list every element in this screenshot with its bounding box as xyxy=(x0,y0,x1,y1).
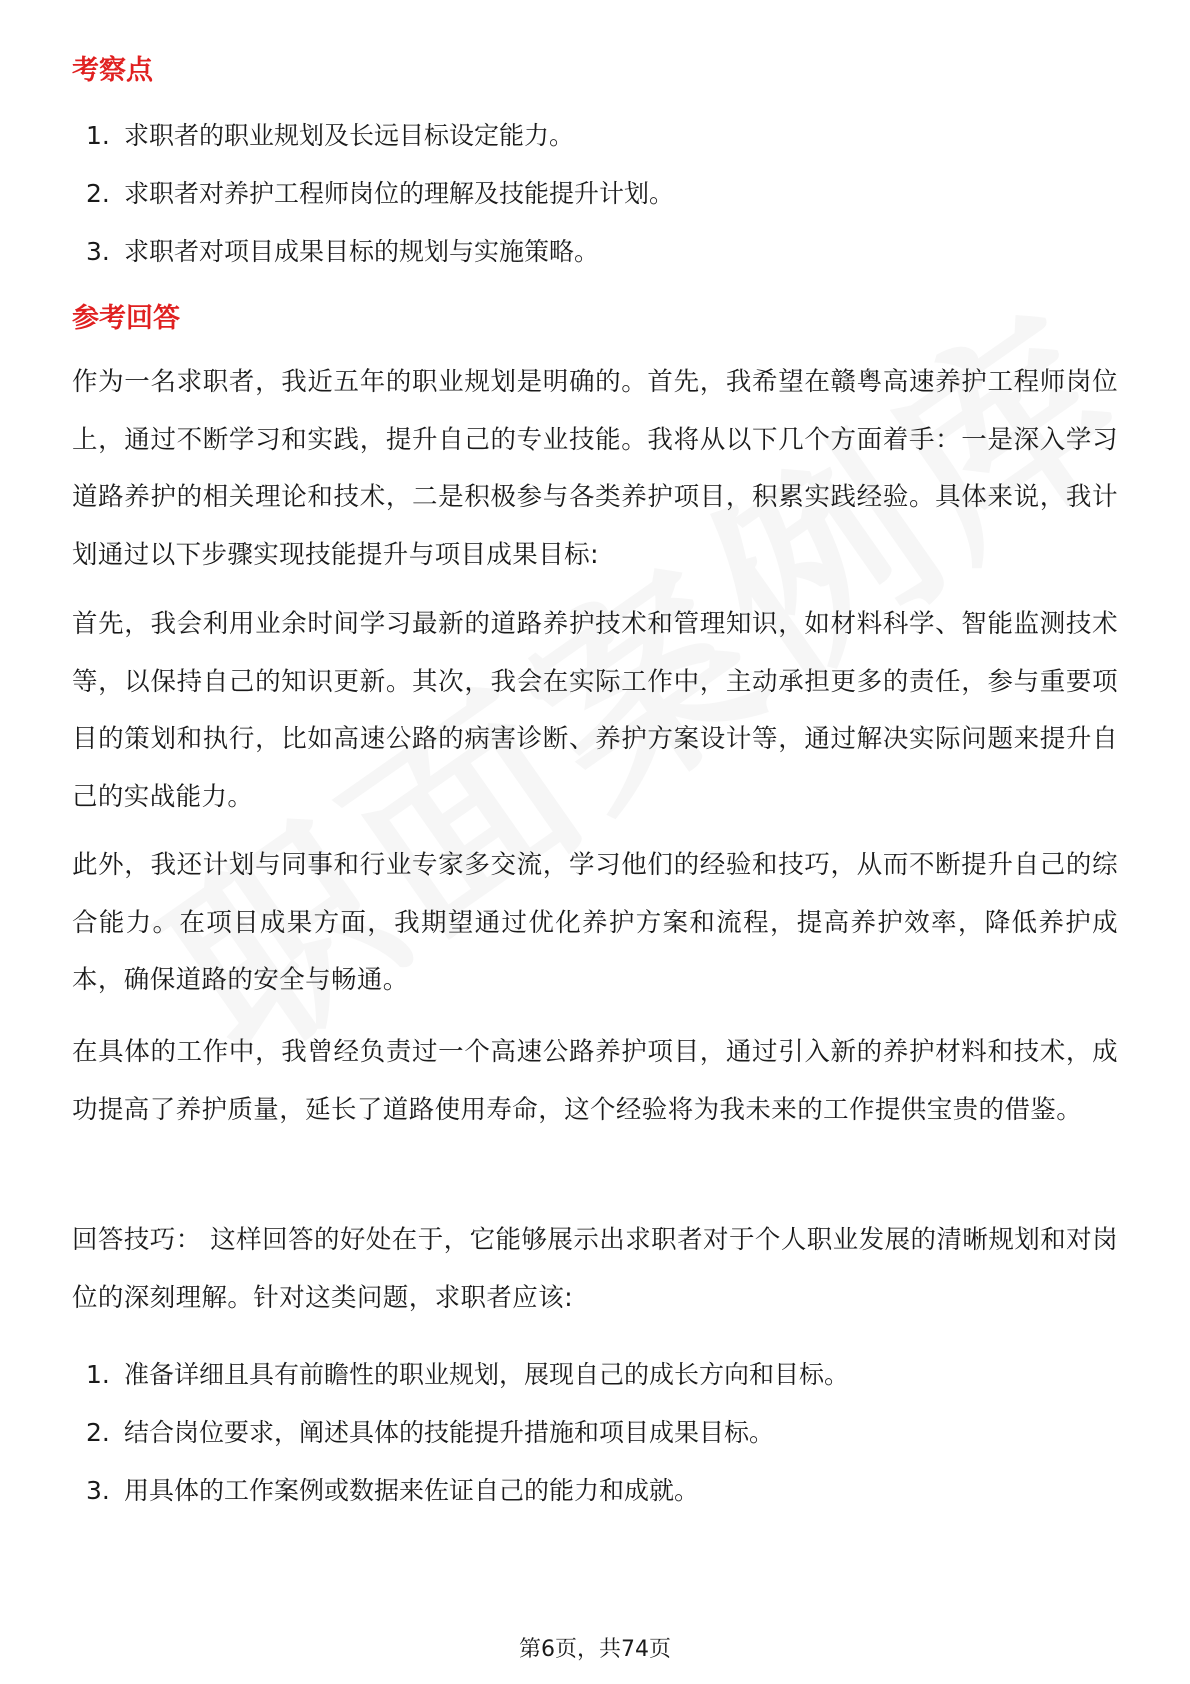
page-number: 第6页，共74页 xyxy=(519,1637,671,1662)
section-heading-points: 考察点 xyxy=(72,55,153,86)
tips-list xyxy=(72,1346,1112,1520)
list-item-number: 3. xyxy=(86,1476,110,1505)
list-item-number: 1. xyxy=(86,121,110,150)
list-item xyxy=(72,223,1112,281)
list-item xyxy=(72,165,1112,223)
section-heading-answer: 参考回答 xyxy=(72,303,180,334)
list-item-number: 3. xyxy=(86,237,110,266)
list-item-text: 结合岗位要求，阐述具体的技能提升措施和项目成果目标。 xyxy=(124,1418,775,1447)
list-item-number: 1. xyxy=(86,1360,110,1389)
list-item xyxy=(72,1462,1112,1520)
answer-paragraph-3: 此外，我还计划与同事和行业专家多交流，学习他们的经验和技巧，从而不断提升自己的综合能力。在项目成果方面，我期望通过优化养护方案和流程，提高养护效率，降低养护成本，确保道路的安全与畅通。 xyxy=(72,850,1118,995)
answer-paragraph-1: 作为一名求职者，我近五年的职业规划是明确的。首先，我希望在赣粤高速养护工程师岗位上，通过不断学习和实践，提升自己的专业技能。我将从以下几个方面着手：一是深入学习道路养护的相关理论和技术，二是积极参与各类养护项目，积累实践经验。具体来说，我计划通过以下步骤实现技能提升与项目成果目标: xyxy=(72,367,1118,570)
list-item xyxy=(72,1346,1112,1404)
list-item-number: 2. xyxy=(86,179,110,208)
points-list xyxy=(72,107,1112,281)
list-item xyxy=(72,107,1112,165)
list-item-text: 求职者对养护工程师岗位的理解及技能提升计划。 xyxy=(124,179,675,208)
list-item-text: 求职者的职业规划及长远目标设定能力。 xyxy=(124,121,575,150)
list-item-text: 求职者对项目成果目标的规划与实施策略。 xyxy=(124,237,600,266)
list-item-text: 用具体的工作案例或数据来佐证自己的能力和成就。 xyxy=(124,1476,700,1505)
list-item-number: 2. xyxy=(86,1418,110,1447)
list-item xyxy=(72,1404,1112,1462)
answer-paragraph-2: 首先，我会利用业余时间学习最新的道路养护技术和管理知识，如材料科学、智能监测技术等，以保持自己的知识更新。其次，我会在实际工作中，主动承担更多的责任，参与重要项目的策划和执行，比如高速公路的病害诊断、养护方案设计等，通过解决实际问题来提升自己的实战能力。 xyxy=(72,609,1118,812)
answer-tips-intro: 回答技巧： 这样回答的好处在于，它能够展示出求职者对于个人职业发展的清晰规划和对岗位的深刻理解。针对这类问题，求职者应该: xyxy=(72,1225,1118,1313)
list-item-text: 准备详细且具有前瞻性的职业规划，展现自己的成长方向和目标。 xyxy=(124,1360,850,1389)
answer-paragraph-4: 在具体的工作中，我曾经负责过一个高速公路养护项目，通过引入新的养护材料和技术，成功提高了养护质量，延长了道路使用寿命，这个经验将为我未来的工作提供宝贵的借鉴。 xyxy=(72,1037,1118,1125)
